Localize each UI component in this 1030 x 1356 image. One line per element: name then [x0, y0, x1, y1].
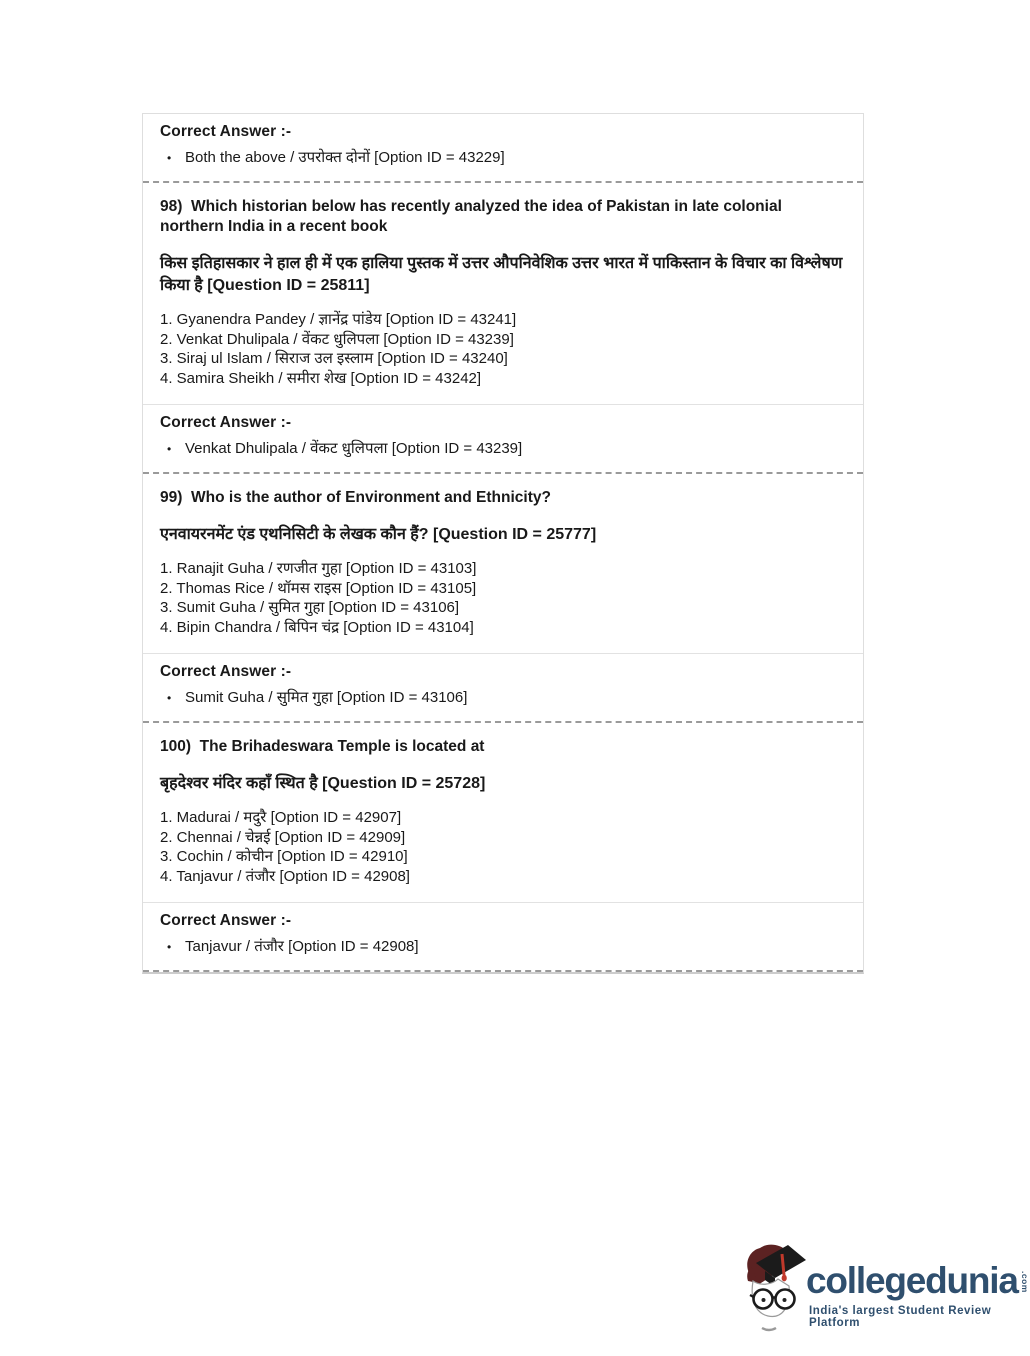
- brand-domain-suffix: .com: [1019, 1271, 1030, 1293]
- correct-answer-section: [143, 654, 863, 721]
- correct-answer-line: [160, 688, 846, 708]
- correct-answer-line: [160, 937, 846, 957]
- correct-answer-section: [143, 903, 863, 970]
- bullet-icon: •: [167, 151, 172, 165]
- options-list: [160, 808, 846, 886]
- question-title: 99) Who is the author of Environment and Ethnicity?: [160, 489, 551, 506]
- mascot-graduate-icon: [742, 1241, 806, 1333]
- correct-answer-label: Correct Answer :-: [160, 912, 292, 929]
- option-item: 4. Samira Sheikh / समीरा शेख [Option ID = 43242]: [160, 369, 482, 387]
- brand-text: [806, 1241, 1030, 1333]
- question-99: [143, 474, 863, 653]
- question-title: 100) The Brihadeswara Temple is located at: [160, 738, 485, 755]
- correct-answer-section: [143, 405, 863, 472]
- correct-answer-label: Correct Answer :-: [160, 123, 292, 140]
- correct-answer-text: Tanjavur / तंजौर [Option ID = 42908]: [185, 938, 419, 955]
- option-item: 2. Chennai / चेन्नई [Option ID = 42909]: [160, 828, 406, 846]
- question-98: [143, 183, 863, 404]
- option-item: 3. Cochin / कोचीन [Option ID = 42910]: [160, 848, 408, 865]
- correct-answer-text: Both the above / उपरोक्त दोनों [Option ID = 43229]: [185, 149, 505, 166]
- option-item: 3. Sumit Guha / सुमित गुहा [Option ID = 43106]: [160, 599, 460, 616]
- correct-answer-text: Sumit Guha / सुमित गुहा [Option ID = 43106]: [185, 689, 468, 706]
- option-item: 2. Thomas Rice / थॉमस राइस [Option ID = 43105]: [160, 579, 477, 597]
- bullet-icon: •: [167, 442, 172, 456]
- correct-answer-section: [143, 114, 863, 181]
- correct-answer-text: Venkat Dhulipala / वेंकट धुलिपला [Option ID = 43239]: [185, 440, 523, 457]
- brand-name: collegedunia: [806, 1260, 1018, 1301]
- option-item: 1. Gyanendra Pandey / ज्ञानेंद्र पांडेय [Option ID = 43241]: [160, 311, 517, 328]
- option-item: 3. Siraj ul Islam / सिराज उल इस्लाम [Option ID = 43240]: [160, 350, 508, 367]
- option-item: 2. Venkat Dhulipala / वेंकट धुलिपला [Option ID = 43239]: [160, 330, 514, 348]
- option-item: 4. Tanjavur / तंजौर [Option ID = 42908]: [160, 867, 410, 885]
- question-title-hindi: बृहदेश्वर मंदिर कहाँ स्थित है [Question ID = 25728]: [160, 775, 486, 792]
- option-item: 1. Madurai / मदुरै [Option ID = 42907]: [160, 809, 402, 826]
- answer-key-document: [142, 113, 864, 974]
- question-title: 98) Which historian below has recently analyzed the idea of Pakistan in late colonial northern India in a recent book: [160, 198, 787, 235]
- question-title-hindi: एनवायरनमेंट एंड एथनिसिटी के लेखक कौन हैं? [Question ID = 25777]: [160, 526, 597, 543]
- options-list: [160, 310, 846, 388]
- bullet-icon: •: [167, 691, 172, 705]
- collegedunia-logo: [742, 1241, 1030, 1333]
- section-divider: [143, 970, 863, 972]
- options-list: [160, 559, 846, 637]
- correct-answer-label: Correct Answer :-: [160, 663, 292, 680]
- question-title-hindi: किस इतिहासकार ने हाल ही में एक हालिया पुस्तक में उत्तर औपनिवेशिक उत्तर भारत में पाकिस्तान के विचार का विश्लेषण किया है [Question ID = 25811]: [160, 255, 847, 294]
- brand-tagline: India's largest Student Review Platform: [809, 1305, 992, 1329]
- correct-answer-line: [160, 439, 846, 459]
- option-item: 4. Bipin Chandra / बिपिन चंद्र [Option ID = 43104]: [160, 618, 474, 636]
- question-100: [143, 723, 863, 902]
- option-item: 1. Ranajit Guha / रणजीत गुहा [Option ID = 43103]: [160, 560, 477, 577]
- bullet-icon: •: [167, 940, 172, 954]
- correct-answer-line: [160, 148, 846, 168]
- correct-answer-label: Correct Answer :-: [160, 414, 292, 431]
